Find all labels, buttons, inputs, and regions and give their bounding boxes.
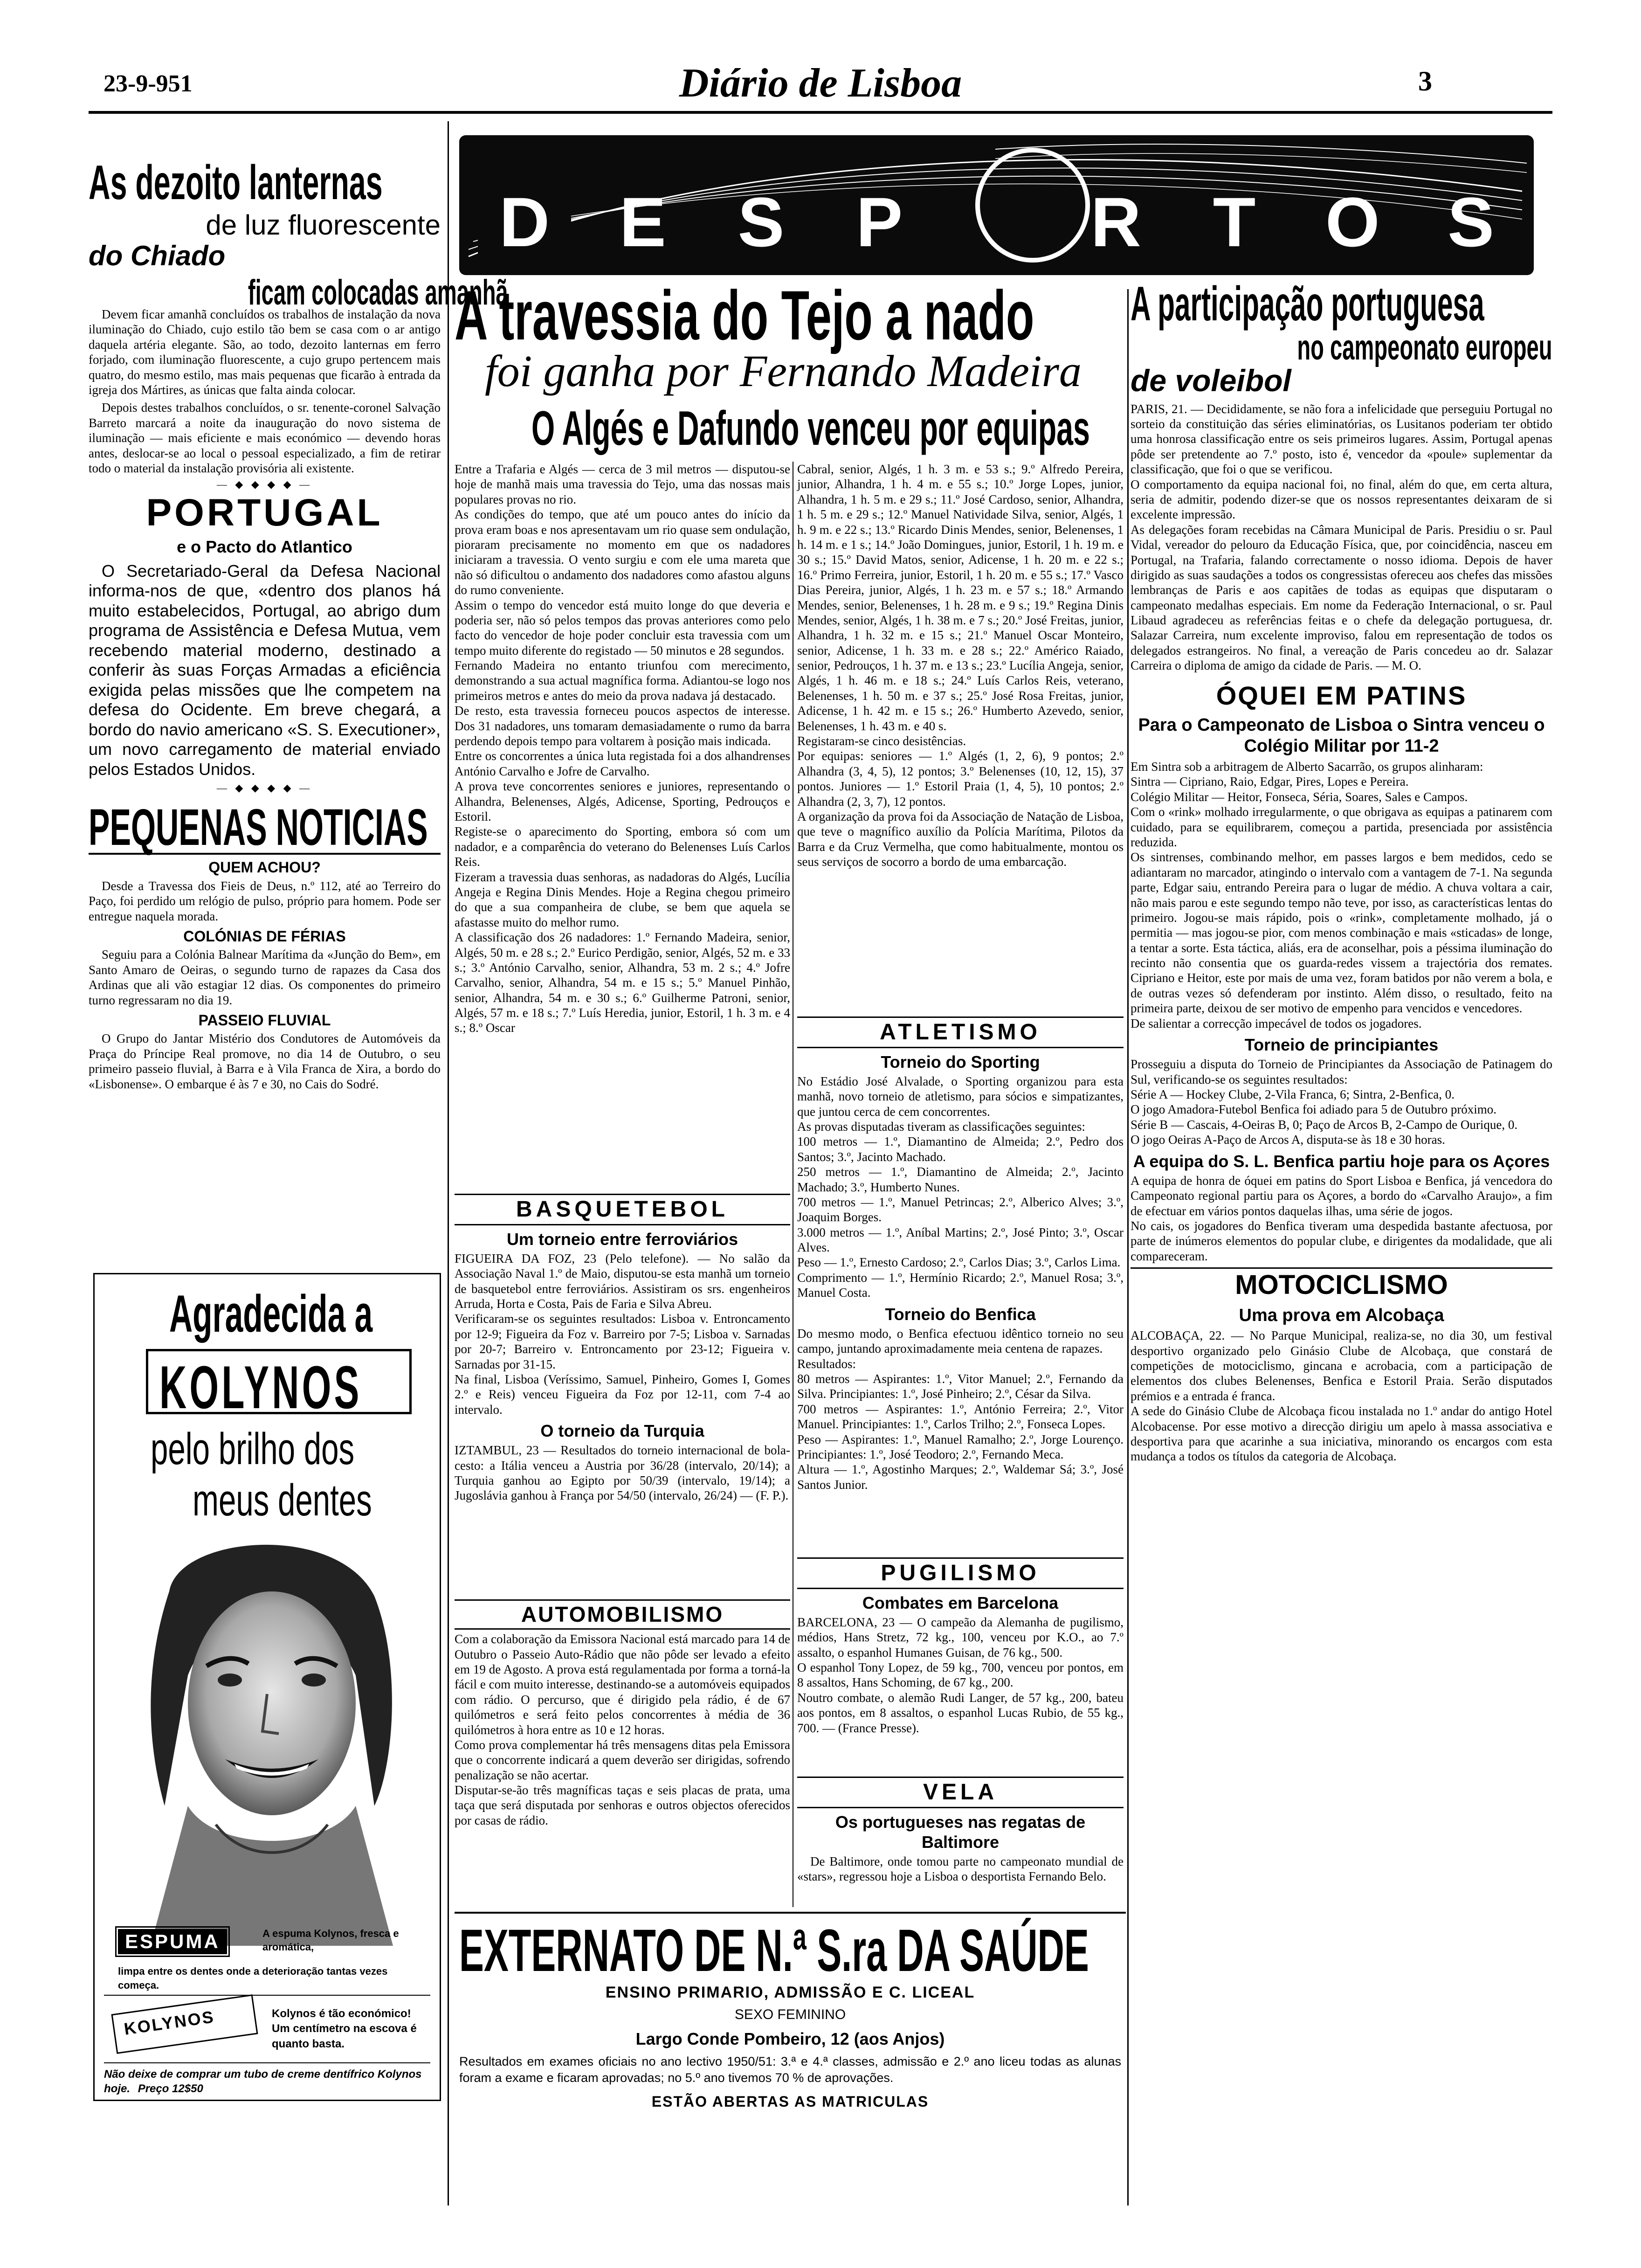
page-number: 3 [1418, 66, 1432, 97]
atletismo-sub1: Torneio do Sporting [881, 1052, 1040, 1072]
lanternas-h3: do Chiado [89, 240, 226, 271]
kolynos-footer-text: Não deixe de comprar um tubo de creme dentífrico Kolynos hoje. [104, 2068, 422, 2095]
oquei-sub3: A equipa do S. L. Benfica partiu hoje para os Açores [1133, 1151, 1550, 1171]
ferias-title: COLÓNIAS DE FÉRIAS [183, 927, 346, 945]
motociclismo-p1: ALCOBAÇA, 22. — No Parque Municipal, realiza-se, no dia 30, um festival desportivo organizado pelo Ginásio Clube de Alcobaça, que constará de competições de motociclismo, gincana e acrobacia, com a participação de elementos dos clubes Belenenses, Benfica e Estoril Praia. Serão disputados prémios e a entrada é franca. A sede do Ginásio Clube de Alcobaça ficou instalada no 1.º andar do antigo Hotel Alcobacense. Por esse motivo a direcção dirigiu um apelo à massa associativa e desportiva para que acarinhe a sua iniciativa, minorando os encargos com esta mudança a todos os títulos da categoria de Alcobaça. [1131, 1328, 1552, 1464]
portugal-title: PORTUGAL [146, 491, 383, 534]
lanternas-p2: Depois destes trabalhos concluídos, o sr. tenente-coronel Salvação Barreto marcará a noite da inauguração do novo sistema de iluminação — mais eficiente e mais económico — devendo horas antes, deslocar-se ao local o pessoal especializado, a fim de retirar todo o material da instalação provisória ali existente. [89, 401, 441, 475]
espuma-badge: ESPUMA [118, 1929, 227, 1954]
quem-achou-title: QUEM ACHOU? [208, 859, 321, 876]
kolynos-divider [104, 1995, 430, 1996]
basquetebol-p1: FIGUEIRA DA FOZ, 23 (Pelo telefone). — No salão da Associação Naval 1.º de Maio, disputou-se esta manhã um torneio de basquetebol entre ferroviários. Assistiram os srs. engenheiros Arruda, Horta e Costa, Pais de Faria e Silva Abreu. Verificaram-se os seguintes resultados: Lisboa v. Entroncamento por 12-9; Figueira da Foz v. Barreiro por 7-5; Lisboa v. Sarnadas por 20-7; Barreiro v. Entroncamento por 23-12; Figueira v. Sarnadas por 31-15. Na final, Lisboa (Veríssimo, Samuel, Pinheiro, Gomes I, Gomes 2.º e Reis) venceu Figueira da Foz por 12-11, com 7-4 ao intervalo. [455, 1251, 790, 1417]
kolynos-l2: KOLYNOS [159, 1353, 362, 1421]
kolynos-l1: Agradecida a [169, 1285, 373, 1343]
externato-l1: ENSINO PRIMARIO, ADMISSÃO E C. LICEAL [605, 1984, 975, 2001]
travessia-text-a: Entre a Trafaria e Algés — cerca de 3 mil metros — disputou-se hoje de manhã mais uma travessia do Tejo, uma das nossas mais populares provas no rio. As condições do tempo, que até um pouco antes do início da prova eram boas e nos apresentavam um rio quase sem ondulação, pioraram precisamente no momento em que os nadadores iniciaram a travessia. O vento surgiu e com ele uma mareta que não só dificultou o andamento dos nadadores como afastou alguns do rumo conveniente. Assim o tempo do vencedor está muito longe do que deveria e poderia ser, não só pelos tempos das provas anteriores como pelo facto do vencedor de hoje poder concluir esta travessia com um tempo muito diferente do registado — 50 minutos e 28 segundos. Fernando Madeira no entanto triunfou com merecimento, demonstrando a sua actual magnífica forma. Adiantou-se logo nos primeiros metros e antes do meio da prova nadava já destacado. De resto, esta travessia forneceu poucos aspectos de interesse. Dos 31 nadadores, uns tomaram demasiadamente o rumo da barra perdendo depois tempo para voltarem à posição mais indicada. Entre os concorrentes a única luta registada foi a dos alhandrenses António Carvalho e Jofre de Carvalho. A prova teve concorrentes seniores e juniores, representando o Alhandra, Belenenses, Algés, Adicense, Sporting, Pedrouços e Estoril. Registe-se o aparecimento do Sporting, embora só com um nadador, e a comparência do veterano do Belenenses Luís Carlos Reis. Fizeram a travessia duas senhoras, as nadadoras do Algés, Lucília Angeja e Regina Dinis Mendes. Hoje a Regina chegou primeiro do que a sua companheira de clube, se bem que aquela se afastasse muito do melhor rumo. A classificação dos 26 nadadores: 1.º Fernando Madeira, senior, Algés, 50 m. e 28 s.; 2.º Eurico Perdigão, senior, Algés, 52 m. e 33 s.; 3.º António Carvalho, senior, Alhandra, 53 m. 2 s.; 4.º Jofre Carvalho, senior, Alhandra, 54 m. e 15 s.; 5.º Manuel Pinhão, senior, Alhandra, 54 m. e 30 s.; 6.º Guilherme Patroni, senior, Algés, 57 m. e 18 s.; 7.º Luís Heredia, junior, Estoril, 1 h. 3 m. e 4 s.; 8.º Oscar [455, 462, 790, 1035]
lanternas-headline [89, 154, 441, 210]
travessia-h3-wrap [531, 401, 1128, 456]
motociclismo-sub: Uma prova em Alcobaça [1239, 1305, 1444, 1325]
basquetebol-title: BASQUETEBOL [455, 1194, 790, 1225]
travessia-col-b [797, 462, 1124, 1012]
automobilismo-section [455, 1595, 790, 1921]
right-column [1131, 275, 1552, 2206]
banner-letter: E [619, 183, 666, 261]
voleibol-h2: no campeonato europeu [1297, 328, 1552, 367]
vela-title: VELA [797, 1777, 1124, 1808]
kolynos-brand-box [146, 1349, 412, 1421]
voleibol-h1: A participação portuguesa [1131, 277, 1484, 331]
atletismo-section [797, 1012, 1124, 1548]
kolynos-footer [104, 2067, 430, 2096]
desportos-banner [459, 135, 1534, 275]
pugilismo-title: PUGILISMO [797, 1557, 1124, 1589]
voleibol-p1: PARIS, 21. — Decididamente, se não fora a infelicidade que perseguiu Portugal no sorteio da constituição das séries eliminatórias, os Lusitanos poderiam ter obtido uma honrosa classificação entre os seis primeiros lugares. Assim, Portugal apenas pôde ser pretendente ao 7.º posto, isto é, vencedor da «poule» suplementar da classificação, que foi o que se verificou. O comportamento da equipa nacional foi, no final, além do que, em certa altura, seria de admitir, podendo dizer-se que os nossos representantes deixaram de si excelente impressão. As delegações foram recebidas na Câmara Municipal de Paris. Presidiu o sr. Paul Vidal, vereador do pelouro da Educação Física, que, por coincidência, nasceu em Portugal, na Trafaria, falando correctamente o nosso idioma. Depois de haver dirigido as suas saudações a todos os congressistas ofereceu aos chefes das missões lembranças de Paris e aos capitães de todas as equipas que disputaram o campeonato medalhas especiais. Em nome da Federação Internacional, o sr. Paul Libaud agradeceu as referências feitas e o chefe da delegação portuguesa, dr. Salazar Carreira, num excelente improviso, falou em representação de todos os delegados estrangeiros. No final, a vereação de Paris concedeu ao dr. Salazar Carreira o diploma de amigo da cidade de Paris. — M. O. [1131, 401, 1552, 673]
automobilismo-p1: Com a colaboração da Emissora Nacional está marcado para 14 de Outubro o Passeio Auto-Rádio que não pôde ser levado a efeito em 19 de Agosto. A prova está regulamentada por forma a torná-la fácil e com muito interesse, destinando-se a automóveis equipados com rádio. O percurso, que é dirigido pela rádio, é de 67 quilómetros e será feito pelos concorrentes à média de 36 quilómetros à hora entre as 10 e 12 horas. Como prova complementar há três mensagens ditas pela Emissora que o concorrente indicará a quem deverão ser dirigidas, sofrendo penalização se não acertar. Disputar-se-ão três magníficas taças e seis placas de prata, uma taça que será disputada por senhoras e outros objectos oferecidos por casas de rádio. [455, 1632, 790, 1827]
travessia-h3: O Algés e Dafundo venceu por equipas [531, 401, 1090, 456]
kolynos-ad [93, 1273, 441, 2101]
atletismo-sub2: Torneio do Benfica [885, 1304, 1036, 1324]
banner-letter: D [478, 182, 571, 263]
atletismo-p2: Do mesmo modo, o Benfica efectuou idêntico torneio no seu campo, juntando aproximadamente meia centena de rapazes. Resultados: 80 metros — Aspirantes: 1.º, Vitor Manuel; 2.º, Fernando da Silva. Principiantes: 1.º, José Pinheiro; 2.º, César da Silva. 700 metros — Aspirantes: 1.º, António Ferreira; 2.º, Vitor Manuel. Principiantes: 1.º, Carlos Trilho; 2.º, Fonseca Lopes. Peso — Aspirantes: 1.º, Manuel Ramalho; 2.º, Jorge Lourenço. Principiantes: 1.º, José Teodoro; 2.º, Fernando Meca. Altura — 1.º, Agostinho Marques; 2.º, Waldemar Sá; 3.º, José Santos Junior. [797, 1326, 1124, 1492]
externato-l5: ESTÃO ABERTAS AS MATRICULAS [651, 2093, 929, 2110]
voleibol-h1-wrap [1131, 275, 1552, 331]
woman-portrait [95, 1526, 440, 1946]
atletismo-p1: No Estádio José Alvalade, o Sporting organizou para esta manhã, novo torneio de atletismo, para sócios e simpatizantes, que juntou cerca de cem concorrentes. As provas disputadas tiveram as classificações seguintes: 100 metros — 1.º, Diamantino de Almeida; 2.º, Pedro dos Santos; 3.º, Jacinto Machado. 250 metros — 1.º, Diamantino de Almeida; 2.º, Jacinto Machado; 3.º, Humberto Nunes. 700 metros — 1.º, Manuel Petrincas; 2.º, Alberico Alves; 3.º, Joaquim Borges. 3.000 metros — 1.º, Aníbal Martins; 2.º, José Pinto; 3.º, Oscar Alves. Peso — 1.º, Ernesto Cardoso; 2.º, Carlos Dias; 3.º, Carlos Lima. Comprimento — 1.º, Hermínio Ricardo; 2.º, Manuel Rosa; 3.º, Manuel Costa. [797, 1074, 1124, 1300]
banner-letter: R [1090, 183, 1141, 261]
lanternas-h4: ficam colocadas amanhã [248, 273, 508, 312]
ferias-text: Seguiu para a Colónia Balnear Marítima da «Junção do Bem», em Santo Amaro de Oeiras, o segundo turno de rapazes da Casa dos Ardinas que ali vão estagiar 12 dias. Os componentes do primeiro turno regressaram no dia 19. [89, 947, 441, 1007]
header-rule [89, 111, 1552, 114]
basquetebol-sub2: O torneio da Turquia [540, 1421, 704, 1441]
basquetebol-p2: IZTAMBUL, 23 — Resultados do torneio internacional de bola-cesto: a Itália venceu a Austria por 36/28 (intervalo, 20/14); a Turquia ganhou ao Egipto por 50/39 (intervalo, 19/14); a Jugoslávia ganhou à França por 54/50 (intervalo, 26/24) — (F. P.). [455, 1443, 790, 1503]
tube-label: KOLYNOS [123, 2007, 216, 2039]
espuma-text2: limpa entre os dentes onde a deterioração tantas vezes começa. [118, 1965, 388, 1991]
portugal-subtitle: e o Pacto do Atlantico [177, 537, 352, 556]
travessia-headline-wrap [455, 275, 1126, 354]
atletismo-title: ATLETISMO [797, 1016, 1124, 1048]
travessia-h1: A travessia do Tejo a nado [455, 276, 1034, 354]
kolynos-price: Preço 12$50 [138, 2082, 203, 2095]
externato-l3: Largo Conde Pombeiro, 12 (aos Anjos) [635, 2029, 945, 2048]
lanternas-p1: Devem ficar amanhã concluídos os trabalhos de instalação da nova iluminação do Chiado, cujo estilo tão bem se casa com o ar antigo daquela artéria elegante. São, ao todo, dezoito lanternas em ferro forjado, com iluminação fluorescente, a cujo grupo pertencem mais quatro, do mesmo estilo, mas mais pequenas que ficarão à entrada da igreja dos Mártires, as únicas que falta ainda colocar. [89, 307, 441, 397]
separator: — ◆ ◆ ◆ ◆ — [216, 478, 313, 491]
externato-ad [455, 1912, 1126, 2114]
externato-title-wrap [459, 1916, 1121, 1984]
oquei-title: ÓQUEI EM PATINS [1216, 680, 1467, 710]
pugilismo-sub: Combates em Barcelona [862, 1593, 1059, 1612]
lanternas-h1: As dezoito lanternas [89, 156, 383, 210]
banner-letter: S [738, 183, 785, 261]
vela-sub: Os portugueses nas regatas de Baltimore [835, 1812, 1086, 1852]
travessia-col-a [455, 462, 790, 1189]
kolynos-eco-text: Kolynos é tão económico! Um centímetro na escova é quanto basta. [272, 2007, 417, 2050]
basquetebol-sub1: Um torneio entre ferroviários [506, 1229, 738, 1249]
separator: — ◆ ◆ ◆ ◆ — [216, 782, 313, 794]
vela-section [797, 1772, 1124, 1907]
banner-letter [951, 182, 1044, 263]
quem-achou-text: Desde a Travessa dos Fieis de Deus, n.º 112, até ao Terreiro do Paço, foi perdido um relógio de pulso, próprio para homem. Pode ser entregue naquela morada. [89, 878, 441, 923]
passeio-text: O Grupo do Jantar Mistério dos Condutores de Automóveis da Praça do Príncipe Real promove, no dia 14 de Outubro, o seu primeiro passeio fluvial, à Barra e à Vila Franca de Xira, a bordo do «Lisbonense». O embarque é às 7 e 30, no Cais do Sodré. [89, 1031, 441, 1091]
travessia-h2: foi ganha por Fernando Madeira [485, 346, 1082, 396]
kolynos-divider [104, 2062, 430, 2063]
page-date: 23-9-951 [103, 70, 193, 97]
espuma-box [118, 1927, 416, 1992]
lanternas-h2: de luz fluorescente [206, 209, 441, 241]
oquei-p2: Prosseguiu a disputa do Torneio de Principiantes da Associação de Patinagem do Sul, verificando-se os seguintes resultados: Série A — Hockey Clube, 2-Vila Franca, 6; Sintra, 2-Benfica, 0. O jogo Amadora-Futebol Benfica foi adiado para 5 de Outubro próximo. Série B — Cascais, 4-Oeiras B, 0; Paço de Arcos B, 2-Campo de Ourique, 0. O jogo Oeiras A-Paço de Arcos A, disputa-se às 18 e 30 horas. [1131, 1057, 1552, 1147]
banner-letter: T [1213, 183, 1256, 261]
voleibol-h3: de voleibol [1131, 363, 1291, 398]
masthead: Diário de Lisboa [679, 61, 962, 106]
oquei-sub1: Para o Campeonato de Lisboa o Sintra venceu o Colégio Militar por 11-2 [1138, 715, 1545, 756]
oquei-p1: Em Sintra sob a arbitragem de Alberto Sacarrão, os grupos alinharam: Sintra — Cipriano, Raio, Edgar, Pires, Lopes e Pereira. Colégio Militar — Heitor, Fonseca, Séria, Soares, Sales e Campos. Com o «rink» molhado irregularmente, o que obrigava as equipas a patinarem com cuidado, para se equilibrarem, começou a partida, presenciada por assistência reduzida. Os sintrenses, combinando melhor, em passes largos e bem medidos, cedo se adiantaram no marcador, atingindo o intervalo com a vantagem de 7-1. Na segunda parte, Edgar saiu, entrando Pereira para o lugar de médio. A chuva voltara a cair, não mais parou e este segundo tempo não teve, por isso, as características lentas do primeiro. Jogou-se mais rápido, pois o «rink», completamente molhado, já o permitia — mas jogou-se pior, com menos combinação e mais «sticadas» de longe, a tentar a sorte. Esta táctica, aliás, era de aconselhar, pois a péssima iluminação do recinto não consentia que os guarda-redes vissem a trajectória dos remates. Cipriano e Heitor, este por mais de uma vez, foram batidos por não verem a bola, e de outras vezes só defenderam por instinto. Além disso, o resultado, feito na primeira parte, deixou de ser motivo de empenho para vencidos e vencedores. De salientar a correcção impecável de todos os jogadores. [1131, 760, 1552, 1030]
oquei-sub2: Torneio de principiantes [1244, 1035, 1439, 1055]
passeio-title: PASSEIO FLUVIAL [198, 1011, 331, 1029]
oquei-p3: A equipa de honra de óquei em patins do Sport Lisboa e Benfica, já vencedora do Campeonato regional partiu para os Açores, a bordo do «Carvalho Araujo», a fim de efectuar em vários pontos daquelas ilhas, uma série de jogos. No cais, os jogadores do Benfica tiveram uma despedida bastante afectuosa, por parte de inúmeros elementos do popular clube, e dirigentes da modalidade, que ali compareceram. [1131, 1173, 1552, 1263]
banner-letter: S [1447, 183, 1495, 261]
espuma-text1: A espuma Kolynos, fresca e aromática, [262, 1928, 399, 1953]
basquetebol-section [455, 1189, 790, 1595]
vela-p1: De Baltimore, onde tomou parte no campeonato mundial de «stars», regressou hoje a Lisboa o desportista Fernando Belo. [797, 1854, 1124, 1884]
kolynos-l4: meus dentes [193, 1475, 372, 1525]
portugal-p1: O Secretariado-Geral da Defesa Nacional informa-nos de que, «dentro dos planos há muito estabelecidos, Portugal, ao abrigo dum programa de Assistência e Defesa Mutua, vem recebendo material moderno, destinado a conferir às suas Forças Armadas a eficiência exigida pelas missões que lhe competem na defesa do Ocidente. Em breve chegará, a bordo do navio americano «S. S. Executioner», um novo carregamento de material enviado pelos Estados Unidos. [89, 561, 441, 779]
lanternas-h4-wrap [89, 271, 508, 312]
pequenas-title-wrap [89, 797, 441, 855]
pugilismo-section [797, 1553, 1124, 1772]
travessia-text-b: Cabral, senior, Algés, 1 h. 3 m. e 53 s.; 9.º Alfredo Pereira, junior, Alhandra, 1 h. 4 m. e 55 s.; 10.º Jorge Lopes, junior, Alhandra, 1 h. 5 m. e 29 s.; 11.º José Cardoso, senior, Alhandra, 1 h. 5 m. e 29 s.; 12.º Manuel Natividade Silva, senior, Algés, 1 h. 9 m. e 22 s.; 13.º Ricardo Dinis Mendes, senior, Belenenses, 1 h. 14 m. e 1 s.; 14.º João Domingues, junior, Estoril, 1 h. 19 m. e 30 s.; 15.º David Matos, senior, Adicense, 1 h. 20 m. e 22 s.; 16.º Primo Ferreira, junior, Estoril, 1 h. 20 m. e 55 s.; 17.º Vasco Dias Pereira, junior, Algés, 1 h. 23 m. e 57 s.; 18.º Armando Mendes, senior, Belenenses, 1 h. 28 m. e 9 s.; 19.º Regina Dinis Mendes, senior, Algés, 1 h. 38 m. e 7 s.; 20.º José Freitas, junior, Alhandra, 1 h. 32 m. e 15 s.; 21.º Manuel Oscar Monteiro, senior, Adicense, 1 h. 33 m. e 28 s.; 22.º Américo Raiado, senior, Pedrouços, 1 h. 37 m. e 13 s.; 23.º Lucília Angeja, senior, Algés, 1 h. 46 m. e 18 s.; 24.º Luís Carlos Reis, veterano, Belenenses, 1 h. 50 m. e 37 s.; 25.º José Rosa Freitas, junior, Adicense, 1 h. 42 m. e 15 s.; 26.º Humberto Azevedo, senior, Belenenses, 1 h. 43 m. e 40 s. Registaram-se cinco desistências. Por equipas: seniores — 1.º Algés (1, 2, 6), 9 pontos; 2.º Alhandra (3, 4, 5), 12 pontos; 3.º Belenenses (10, 12, 15), 37 pontos. Juniores — 1.º Estoril Praia (1, 4, 5), 10 pontos; 2.º Alhandra (2, 3, 7), 12 pontos. A organização da prova foi da Associação de Natação de Lisboa, que teve o magnífico auxílio da Polícia Marítima, Pilotos da Barra e da Cruz Vermelha, que como habitualmente, montou os seus serviços de socorro a bordo de uma embarcação. [797, 462, 1124, 869]
pequenas-title: PEQUENAS NOTICIAS [89, 799, 428, 857]
externato-l4: Resultados em exames oficiais no ano lectivo 1950/51: 3.ª e 4.ª classes, admissão e 2.º ano liceu todas as alunas foram a exame e ficaram aprovadas; no 5.º ano tivemos 70 % de aprovações. [459, 2054, 1121, 2085]
column-rule [448, 121, 449, 2206]
externato-l2: SEXO FEMININO [734, 2007, 846, 2022]
kolynos-l3: pelo brilho dos [151, 1424, 355, 1474]
column-rule [1127, 289, 1129, 2206]
externato-title: EXTERNATO DE N.ª S.ra DA SAÚDE [459, 1917, 1089, 1984]
motociclismo-title: MOTOCICLISMO [1131, 1267, 1552, 1301]
pugilismo-p1: BARCELONA, 23 — O campeão da Alemanha de pugilismo, médios, Hans Stretz, 72 kg., 100, venceu por K.O., ao 7.º assalto, o espanhol Humanes Guisan, de 76 kg., 500. O espanhol Tony Lopez, de 59 kg., 700, venceu por pontos, em 8 assaltos, Hans Schoming, de 67 kg., 200. Noutro combate, o alemão Rudi Langer, de 57 kg., 200, bateu aos pontos, em 8 assaltos, o espanhol Lucas Rubio, de 55 kg., 700. — (France Presse). [797, 1615, 1124, 1735]
banner-letter: P [856, 183, 903, 261]
automobilismo-title: AUTOMOBILISMO [455, 1599, 790, 1630]
banner-letter: O [1325, 183, 1380, 261]
